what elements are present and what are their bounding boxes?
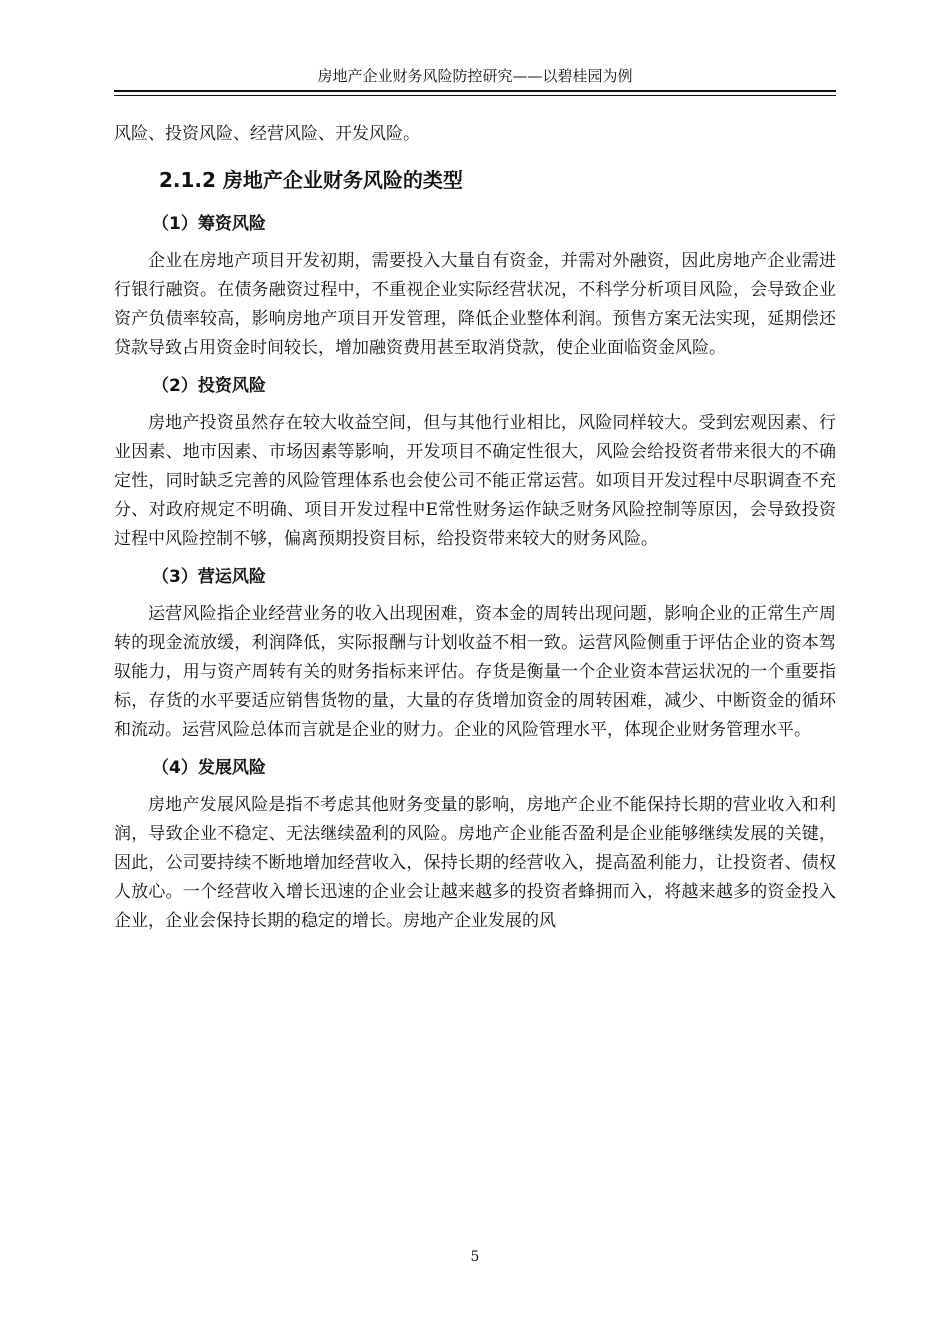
running-header: 房地产企业财务风险防控研究——以碧桂园为例 (317, 67, 633, 85)
paragraph-development-risk: 房地产发展风险是指不考虑其他财务变量的影响，房地产企业不能保持长期的营业收入和利润，导致企业不稳定、无法继续盈利的风险。房地产企业能否盈利是企业能够继续发展的关键，因此，公司要持续不断地增加经营收入，保持长期的经营收入，提高盈利能力，让投资者、债权人放心。一个经营收入增长迅速的企业会让越来越多的投资者蜂拥而入，将越来越多的资金投入企业，企业会保持长期的稳定的增长。房地产企业发展的风 (114, 795, 836, 931)
paragraph-financing-risk: 企业在房地产项目开发初期，需要投入大量自有资金，并需对外融资，因此房地产企业需进行银行融资。在债务融资过程中，不重视企业实际经营状况，不科学分析项目风险，会导致企业资产负债率较高，影响房地产项目开发管理，降低企业整体利润。预售方案无法实现，延期偿还贷款导致占用资金时间较长，增加融资费用甚至取消贷款，使企业面临资金风险。 (114, 251, 836, 358)
page-number: 5 (470, 1249, 480, 1265)
intro-paragraph: 风险、投资风险、经营风险、开发风险。 (114, 124, 420, 144)
header-rule-thick (114, 90, 836, 92)
section-heading: 2.1.2 房地产企业财务风险的类型 (159, 168, 463, 192)
header-rule-thin (114, 95, 836, 96)
subsection-heading-financing: （1）筹资风险 (152, 214, 266, 234)
subsection-heading-operation: （3）营运风险 (152, 567, 266, 587)
paragraph-investment-risk: 房地产投资虽然存在较大收益空间，但与其他行业相比，风险同样较大。受到宏观因素、行业因素、地市因素、市场因素等影响，开发项目不确定性很大，风险会给投资者带来很大的不确定性，同时缺乏完善的风险管理体系也会使公司不能正常运营。如项目开发过程中尽职调查不充分、对政府规定不明确、项目开发过程中E常性财务运作缺乏财务风险控制等原因，会导致投资过程中风险控制不够，偏离预期投资目标，给投资带来较大的财务风险。 (114, 413, 836, 549)
page-content (114, 120, 836, 936)
subsection-heading-investment: （2）投资风险 (152, 376, 266, 396)
paragraph-operation-risk: 运营风险指企业经营业务的收入出现困难，资本金的周转出现问题，影响企业的正常生产周转的现金流放缓，利润降低，实际报酬与计划收益不相一致。运营风险侧重于评估企业的资本驾驭能力，用与资产周转有关的财务指标来评估。存货是衡量一个企业资本营运状况的一个重要指标，存货的水平要适应销售货物的量，大量的存货增加资金的周转困难，减少、中断资金的循环和流动。运营风险总体而言就是企业的财力。企业的风险管理水平，体现企业财务管理水平。 (114, 604, 836, 740)
subsection-heading-development: （4）发展风险 (152, 758, 266, 778)
